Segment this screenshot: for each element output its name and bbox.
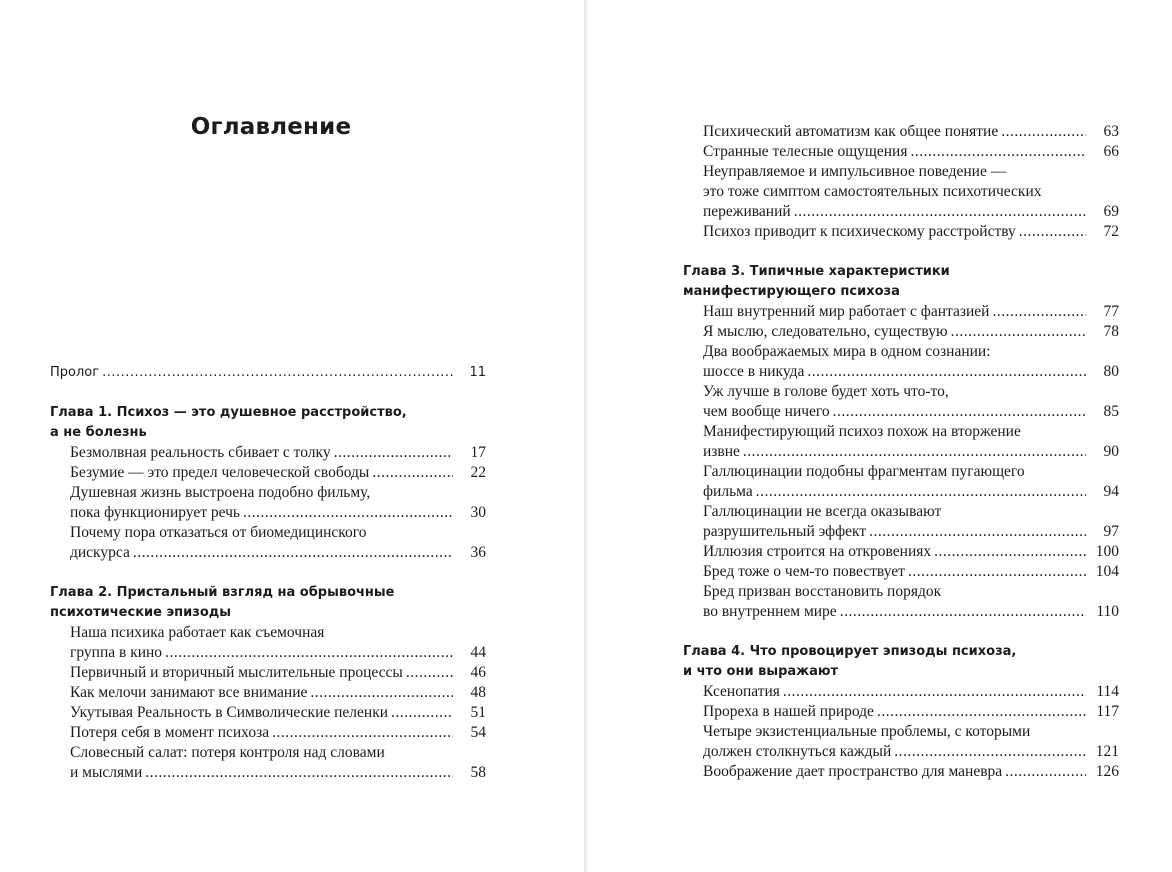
dot-leader	[833, 402, 1086, 422]
toc-entry-label: Психоз приводит к психическому расстройству	[703, 223, 1016, 240]
toc-right-column	[683, 122, 1119, 782]
toc-entry[interactable]	[683, 362, 1119, 382]
toc-entry-label: Странные телесные ощущения	[703, 143, 908, 160]
dot-leader	[1019, 222, 1086, 242]
toc-entry[interactable]	[683, 202, 1119, 222]
toc-entry-label: Потеря себя в момент психоза	[70, 724, 270, 741]
toc-entry-label: чем вообще ничего	[703, 403, 830, 420]
dot-leader	[243, 503, 453, 523]
toc-entry[interactable]	[683, 122, 1119, 142]
page-number: 69	[1103, 203, 1119, 220]
toc-entry-label-line[interactable]: Галлюцинации подобны фрагментам пугающего	[703, 463, 1025, 480]
chapter-4-heading-line-2[interactable]: и что они выражают	[683, 664, 839, 679]
toc-entry-label: Ксенопатия	[703, 683, 780, 700]
toc-entry-label-line[interactable]: Словесный салат: потеря контроля над словами	[70, 744, 385, 761]
dot-leader	[951, 322, 1086, 342]
dot-leader	[756, 482, 1086, 502]
toc-left-column	[50, 363, 486, 783]
page-number: 17	[470, 444, 486, 461]
toc-entry[interactable]	[50, 543, 486, 563]
dot-leader	[334, 443, 453, 463]
page-number: 48	[470, 684, 486, 701]
chapter-3-heading-line-2[interactable]: манифестирующего психоза	[683, 284, 900, 299]
page-number: 30	[470, 504, 486, 521]
toc-entry-label: Психический автоматизм как общее понятие	[703, 123, 999, 140]
toc-entry-label-line[interactable]: Уж лучше в голове будет хоть что-то,	[703, 383, 949, 400]
toc-entry-label: шоссе в никуда	[703, 363, 805, 380]
toc-entry-label-line[interactable]: Манифестирующий психоз похож на вторжение	[703, 423, 1021, 440]
page-number: 78	[1103, 323, 1119, 340]
toc-entry[interactable]	[683, 302, 1119, 322]
dot-leader	[406, 663, 453, 683]
dot-leader	[1001, 122, 1086, 142]
dot-leader	[807, 362, 1086, 382]
dot-leader	[934, 542, 1086, 562]
page-number: 77	[1103, 303, 1119, 320]
toc-entry-label: во внутреннем мире	[703, 603, 837, 620]
page-number: 22	[470, 464, 486, 481]
toc-entry-label-line[interactable]: Бред призван восстановить порядок	[703, 583, 942, 600]
toc-entry-label: должен столкнуться каждый	[703, 743, 892, 760]
toc-entry[interactable]	[50, 663, 486, 683]
toc-entry[interactable]	[683, 702, 1119, 722]
page-number: 94	[1103, 483, 1119, 500]
toc-entry-prolog[interactable]	[50, 363, 486, 383]
page-number: 51	[470, 704, 486, 721]
toc-entry[interactable]	[50, 463, 486, 483]
toc-entry-label-line[interactable]: это тоже симптом самостоятельных психотических	[703, 183, 1042, 200]
toc-entry-label: Я мыслю, следовательно, существую	[703, 323, 948, 340]
page-number: 72	[1103, 223, 1119, 240]
toc-entry[interactable]	[683, 562, 1119, 582]
toc-entry-label-line[interactable]: Четыре экзистенциальные проблемы, с которыми	[703, 723, 1031, 740]
page-number: 36	[470, 544, 486, 561]
dot-leader	[272, 723, 453, 743]
toc-entry-label: Наш внутренний мир работает с фантазией	[703, 303, 990, 320]
toc-entry[interactable]	[683, 762, 1119, 782]
toc-entry-label: Как мелочи занимают все внимание	[70, 684, 308, 701]
page-number: 63	[1103, 123, 1119, 140]
chapter-2-heading[interactable]: Глава 2. Пристальный взгляд на обрывочные	[50, 585, 395, 600]
dot-leader	[133, 543, 453, 563]
dot-leader	[910, 142, 1086, 162]
dot-leader	[1005, 762, 1086, 782]
chapter-4-heading[interactable]: Глава 4. Что провоцирует эпизоды психоза,	[683, 644, 1017, 659]
page-number: 11	[469, 365, 486, 380]
toc-entry-label-line[interactable]: Два воображаемых мира в одном сознании:	[703, 343, 991, 360]
toc-entry[interactable]	[683, 142, 1119, 162]
page-number: 85	[1103, 403, 1119, 420]
page-number: 90	[1103, 443, 1119, 460]
dot-leader	[743, 442, 1086, 462]
page-number: 104	[1095, 563, 1119, 580]
page-number: 46	[470, 664, 486, 681]
toc-entry-label: Первичный и вторичный мыслительные процессы	[70, 664, 403, 681]
toc-entry-label: Пролог	[50, 365, 100, 380]
toc-entry[interactable]	[50, 443, 486, 463]
page-number: 117	[1096, 703, 1119, 720]
toc-entry-label-line[interactable]: Неуправляемое и импульсивное поведение —	[703, 163, 1007, 180]
page-number: 97	[1103, 523, 1119, 540]
toc-entry-label: пока функционирует речь	[70, 504, 240, 521]
toc-entry-label: группа в кино	[70, 644, 163, 661]
toc-entry[interactable]	[683, 482, 1119, 502]
toc-entry-label: фильма	[703, 483, 753, 500]
toc-entry[interactable]	[683, 222, 1119, 242]
dot-leader	[840, 602, 1086, 622]
toc-entry-label: Воображение дает пространство для маневра	[703, 763, 1003, 780]
dot-leader	[869, 522, 1086, 542]
toc-entry-label: дискурса	[70, 544, 130, 561]
chapter-1-heading-line-2[interactable]: а не болезнь	[50, 425, 147, 440]
toc-entry[interactable]	[50, 643, 486, 663]
toc-entry-label-line[interactable]: Душевная жизнь выстроена подобно фильму,	[70, 484, 371, 501]
page-number: 44	[470, 644, 486, 661]
dot-leader	[310, 683, 453, 703]
dot-leader	[102, 363, 453, 383]
toc-entry-label-line[interactable]: Наша психика работает как съемочная	[70, 624, 325, 641]
dot-leader	[908, 562, 1086, 582]
page-number: 110	[1096, 603, 1119, 620]
page-number: 121	[1095, 743, 1119, 760]
dot-leader	[894, 742, 1086, 762]
page-number: 58	[470, 764, 486, 781]
toc-entry-label: и мыслями	[70, 764, 143, 781]
dot-leader	[372, 463, 453, 483]
page-number: 126	[1095, 763, 1119, 780]
page-number: 66	[1103, 143, 1119, 160]
toc-entry-label: разрушительный эффект	[703, 523, 867, 540]
toc-title: Оглавление	[190, 114, 352, 140]
toc-entry[interactable]	[50, 703, 486, 723]
dot-leader	[783, 682, 1086, 702]
toc-entry[interactable]	[50, 503, 486, 523]
toc-entry-label: Укутывая Реальность в Символические пеленки	[70, 704, 389, 721]
dot-leader	[145, 763, 453, 783]
dot-leader	[165, 643, 453, 663]
dot-leader	[992, 302, 1086, 322]
toc-entry[interactable]	[683, 682, 1119, 702]
toc-entry[interactable]	[683, 542, 1119, 562]
toc-entry-label: Безмолвная реальность сбивает с толку	[70, 444, 331, 461]
toc-entry[interactable]	[683, 322, 1119, 342]
chapter-1-heading[interactable]: Глава 1. Психоз — это душевное расстройство,	[50, 405, 407, 420]
toc-entry[interactable]	[683, 402, 1119, 422]
toc-entry-label-line[interactable]: Галлюцинации не всегда оказывают	[703, 503, 942, 520]
page-number: 114	[1096, 683, 1119, 700]
toc-entry[interactable]	[683, 442, 1119, 462]
toc-entry[interactable]	[50, 723, 486, 743]
chapter-2-heading-line-2[interactable]: психотические эпизоды	[50, 605, 232, 620]
toc-entry[interactable]	[50, 683, 486, 703]
toc-entry-label: Безумие — это предел человеческой свободы	[70, 464, 370, 481]
toc-entry-label: Иллюзия строится на откровениях	[703, 543, 932, 560]
toc-entry-label: извне	[703, 443, 740, 460]
dot-leader	[391, 703, 453, 723]
toc-entry-label: переживаний	[703, 203, 791, 220]
dot-leader	[794, 202, 1086, 222]
page-number: 100	[1095, 543, 1119, 560]
toc-entry[interactable]	[683, 602, 1119, 622]
toc-entry-label-line[interactable]: Почему пора отказаться от биомедицинского	[70, 524, 367, 541]
dot-leader	[877, 702, 1086, 722]
page-number: 54	[470, 724, 486, 741]
toc-entry-label: Бред тоже о чем-то повествует	[703, 563, 905, 580]
toc-entry[interactable]	[50, 763, 486, 783]
toc-entry[interactable]	[683, 522, 1119, 542]
chapter-3-heading[interactable]: Глава 3. Типичные характеристики	[683, 264, 950, 279]
toc-entry-label: Прореха в нашей природе	[703, 703, 874, 720]
toc-entry[interactable]	[683, 742, 1119, 762]
page-number: 80	[1103, 363, 1119, 380]
